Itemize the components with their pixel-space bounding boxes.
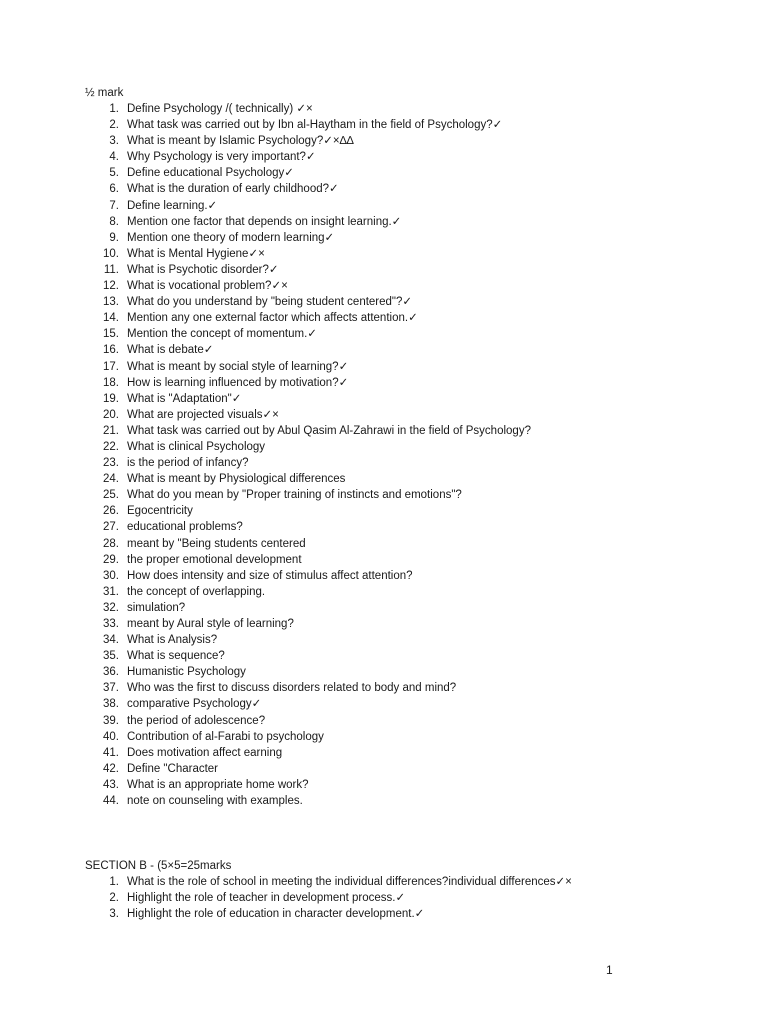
question-number: 18. bbox=[103, 376, 119, 389]
question-text: meant by "Being students centered bbox=[127, 537, 306, 550]
question-number: 38. bbox=[103, 698, 119, 711]
question-text: How is learning influenced by motivation?✓ bbox=[127, 376, 349, 389]
question-text: What is the role of school in meeting the individual differences?individual differences✓× bbox=[127, 876, 572, 888]
question-number: 2. bbox=[109, 892, 119, 905]
question-number: 21. bbox=[103, 424, 119, 437]
question-number: 7. bbox=[109, 199, 119, 212]
question-number: 15. bbox=[103, 328, 119, 341]
question-text: What is meant by Islamic Psychology?✓×∆∆ bbox=[127, 135, 354, 148]
question-number: 36. bbox=[103, 666, 119, 679]
question-number: 31. bbox=[103, 585, 119, 598]
question-text: What task was carried out by Abul Qasim Al-Zahrawi in the field of Psychology? bbox=[127, 424, 531, 437]
question-number: 30. bbox=[103, 569, 119, 582]
question-text: note on counseling with examples. bbox=[127, 795, 303, 808]
question-number: 39. bbox=[103, 714, 119, 727]
question-text: Highlight the role of teacher in development process.✓ bbox=[127, 892, 406, 905]
question-number: 13. bbox=[103, 296, 119, 309]
question-number: 3. bbox=[109, 135, 119, 148]
question-text: How does intensity and size of stimulus affect attention? bbox=[127, 569, 413, 582]
question-text: Define learning.✓ bbox=[127, 199, 218, 212]
question-number: 35. bbox=[103, 650, 119, 663]
question-number: 32. bbox=[103, 601, 119, 614]
question-number: 17. bbox=[103, 360, 119, 373]
question-text: Humanistic Psychology bbox=[127, 666, 246, 679]
question-text: What is Psychotic disorder?✓ bbox=[127, 263, 279, 276]
question-number: 14. bbox=[103, 312, 119, 325]
question-text: Why Psychology is very important?✓ bbox=[127, 151, 316, 164]
question-text: Define Psychology /( technically) ✓× bbox=[127, 103, 313, 115]
question-number: 40. bbox=[103, 730, 119, 743]
question-text: simulation? bbox=[127, 601, 186, 614]
question-text: meant by Aural style of learning? bbox=[127, 618, 294, 630]
question-text: What are projected visuals✓× bbox=[127, 408, 279, 421]
question-number: 11. bbox=[103, 263, 119, 276]
question-number: 8. bbox=[109, 215, 119, 228]
question-text: the proper emotional development bbox=[127, 553, 302, 566]
question-number: 20. bbox=[103, 408, 119, 421]
question-text: What is sequence? bbox=[127, 650, 225, 663]
question-number: 1. bbox=[109, 103, 119, 115]
section-a-heading: ½ mark bbox=[85, 87, 124, 99]
question-number: 27. bbox=[103, 521, 119, 534]
question-number: 9. bbox=[109, 231, 119, 244]
question-text: What is meant by Physiological differences bbox=[127, 473, 346, 486]
question-text: What is an appropriate home work? bbox=[127, 778, 309, 791]
question-number: 24. bbox=[103, 473, 119, 486]
question-number: 41. bbox=[103, 746, 119, 759]
question-number: 22. bbox=[103, 440, 119, 453]
question-text: Highlight the role of education in character development.✓ bbox=[127, 908, 425, 921]
question-text: is the period of infancy? bbox=[127, 457, 249, 470]
question-text: Egocentricity bbox=[127, 505, 193, 518]
question-number: 3. bbox=[109, 908, 119, 921]
question-text: What do you mean by "Proper training of instincts and emotions"? bbox=[127, 489, 462, 502]
question-number: 43. bbox=[103, 778, 119, 791]
question-text: Who was the first to discuss disorders related to body and mind? bbox=[127, 682, 457, 695]
section-b-heading: SECTION B - (5×5=25marks bbox=[85, 860, 232, 872]
question-number: 19. bbox=[103, 392, 119, 405]
question-text: What is the duration of early childhood?✓ bbox=[127, 183, 339, 196]
question-number: 44. bbox=[103, 795, 119, 808]
page-number: 1 bbox=[606, 963, 613, 977]
question-text: Mention one factor that depends on insight learning.✓ bbox=[127, 215, 402, 228]
question-text: What is "Adaptation"✓ bbox=[127, 392, 242, 405]
question-text: Define "Character bbox=[127, 762, 219, 775]
question-number: 33. bbox=[103, 618, 119, 630]
question-text: What is meant by social style of learning?✓ bbox=[127, 360, 349, 373]
question-number: 42. bbox=[103, 762, 119, 775]
question-text: What is debate✓ bbox=[127, 344, 214, 357]
question-text: What is Mental Hygiene✓× bbox=[127, 247, 265, 260]
question-number: 26. bbox=[103, 505, 119, 518]
question-text: What is Analysis? bbox=[127, 634, 218, 647]
question-number: 6. bbox=[109, 183, 119, 196]
question-text: What is clinical Psychology bbox=[127, 440, 266, 453]
question-text: comparative Psychology✓ bbox=[127, 698, 262, 711]
question-number: 2. bbox=[109, 119, 119, 132]
question-number: 37. bbox=[103, 682, 119, 695]
question-text: Mention any one external factor which affects attention.✓ bbox=[127, 312, 418, 325]
question-number: 25. bbox=[103, 489, 119, 502]
question-text: educational problems? bbox=[127, 521, 243, 534]
question-number: 28. bbox=[103, 537, 119, 550]
question-number: 23. bbox=[103, 457, 119, 470]
question-text: What task was carried out by Ibn al-Haytham in the field of Psychology?✓ bbox=[127, 119, 503, 132]
question-number: 4. bbox=[109, 151, 119, 164]
question-number: 1. bbox=[109, 876, 119, 888]
question-number: 12. bbox=[103, 280, 119, 293]
question-text: What do you understand by "being student centered"?✓ bbox=[127, 296, 413, 309]
question-number: 16. bbox=[103, 344, 119, 357]
question-text: What is vocational problem?✓× bbox=[127, 280, 288, 293]
question-text: Mention the concept of momentum.✓ bbox=[127, 328, 317, 341]
question-text: the period of adolescence? bbox=[127, 714, 266, 727]
question-number: 29. bbox=[103, 553, 119, 566]
question-number: 10. bbox=[103, 247, 119, 260]
question-text: Mention one theory of modern learning✓ bbox=[127, 231, 335, 244]
question-text: Contribution of al-Farabi to psychology bbox=[127, 730, 324, 743]
question-number: 34. bbox=[103, 634, 119, 647]
question-number: 5. bbox=[109, 167, 119, 180]
question-text: Does motivation affect earning bbox=[127, 746, 283, 759]
question-text: Define educational Psychology✓ bbox=[127, 167, 294, 180]
question-text: the concept of overlapping. bbox=[127, 585, 266, 598]
